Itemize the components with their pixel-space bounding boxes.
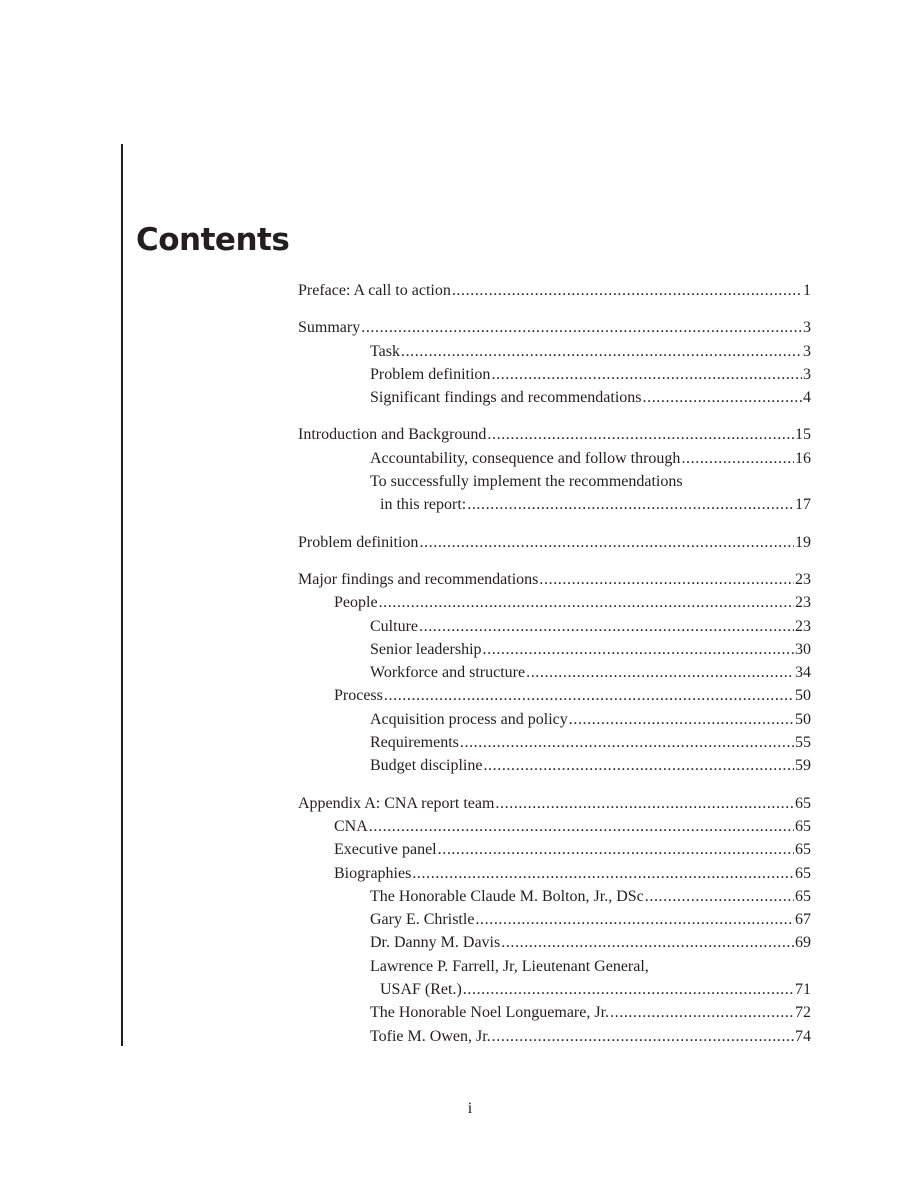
dot-leader xyxy=(463,978,794,1001)
toc-entry[interactable] xyxy=(298,955,811,978)
toc-entry[interactable] xyxy=(298,340,811,363)
toc-entry[interactable] xyxy=(298,908,811,931)
toc-entry[interactable] xyxy=(298,363,811,386)
toc-entry-title: Summary xyxy=(298,319,361,337)
toc-entry[interactable] xyxy=(298,447,811,470)
toc-page-number: 50 xyxy=(795,687,811,705)
toc-page-number: 55 xyxy=(795,734,811,752)
toc-entry-title: Process xyxy=(334,687,383,705)
toc-entry[interactable] xyxy=(298,885,811,908)
toc-entry[interactable] xyxy=(298,661,811,684)
toc-entry-title: Budget discipline xyxy=(370,757,483,775)
dot-leader xyxy=(681,447,794,470)
toc-entry[interactable] xyxy=(298,638,811,661)
toc-entry-title: USAF (Ret.) xyxy=(380,981,462,999)
section-gap xyxy=(298,409,811,423)
dot-leader xyxy=(487,423,794,446)
dot-leader xyxy=(419,615,794,638)
toc-entry[interactable] xyxy=(298,531,811,554)
toc-entry[interactable] xyxy=(298,862,811,885)
toc-page-number: 3 xyxy=(803,319,811,337)
toc-page-number: 19 xyxy=(795,533,811,551)
toc-page-number: 3 xyxy=(803,365,811,383)
toc-entry-continuation[interactable] xyxy=(298,978,811,1001)
toc-entry-title: Lawrence P. Farrell, Jr, Lieutenant General, xyxy=(370,957,649,975)
toc-page-number: 23 xyxy=(795,617,811,635)
toc-entry[interactable] xyxy=(298,423,811,446)
toc-entry[interactable] xyxy=(298,386,811,409)
toc-entry-title: The Honorable Claude M. Bolton, Jr., DSc xyxy=(370,887,644,905)
toc-entry-title: Problem definition xyxy=(370,365,491,383)
toc-entry-title: CNA xyxy=(334,817,368,835)
toc-entry[interactable] xyxy=(298,838,811,861)
toc-page-number: 50 xyxy=(795,710,811,728)
toc-page-number: 1 xyxy=(803,282,811,299)
dot-leader xyxy=(526,661,794,684)
toc-entry-title: Acquisition process and policy xyxy=(370,710,568,728)
page-title: Contents xyxy=(136,222,290,258)
toc-page-number: 65 xyxy=(795,887,811,905)
dot-leader xyxy=(379,591,794,614)
toc-entry-title: Biographies xyxy=(334,864,412,882)
toc-entry-title: Problem definition xyxy=(298,533,419,551)
dot-leader xyxy=(361,316,802,339)
toc-entry[interactable] xyxy=(298,708,811,731)
toc-entry[interactable] xyxy=(298,279,811,302)
toc-entry-title: Workforce and structure xyxy=(370,664,526,682)
toc-entry-title: Introduction and Background xyxy=(298,426,487,444)
toc-page-number: 17 xyxy=(795,496,811,514)
section-gap xyxy=(298,302,811,316)
toc-page-number: 65 xyxy=(795,817,811,835)
toc-entry-title: Task xyxy=(370,342,400,360)
section-gap xyxy=(298,554,811,568)
dot-leader xyxy=(384,684,794,707)
toc-page-number: 23 xyxy=(795,570,811,588)
page-number: i xyxy=(467,1100,473,1117)
toc-entry-title: Requirements xyxy=(370,734,459,752)
toc-page-number: 72 xyxy=(795,1004,811,1022)
section-gap xyxy=(298,778,811,792)
toc-page-number: 71 xyxy=(795,981,811,999)
toc-entry-title: Dr. Danny M. Davis xyxy=(370,934,501,952)
toc-entry-title: Preface: A call to action xyxy=(298,282,451,299)
toc-entry[interactable] xyxy=(298,568,811,591)
table-of-contents xyxy=(298,279,811,1048)
toc-entry-title: Accountability, consequence and follow through xyxy=(370,449,681,467)
dot-leader xyxy=(438,838,794,861)
dot-leader xyxy=(495,792,794,815)
toc-entry[interactable] xyxy=(298,470,811,493)
dot-leader xyxy=(501,931,794,954)
toc-entry-title: Executive panel xyxy=(334,841,437,859)
toc-entry[interactable] xyxy=(298,731,811,754)
toc-entry[interactable] xyxy=(298,591,811,614)
toc-page-number: 65 xyxy=(795,841,811,859)
toc-entry[interactable] xyxy=(298,684,811,707)
toc-page-number: 30 xyxy=(795,640,811,658)
toc-entry[interactable] xyxy=(298,792,811,815)
toc-entry-continuation[interactable] xyxy=(298,493,811,516)
dot-leader xyxy=(645,885,794,908)
toc-entry-title: Appendix A: CNA report team xyxy=(298,794,495,812)
toc-page-number: 74 xyxy=(795,1027,811,1045)
toc-page-number: 59 xyxy=(795,757,811,775)
toc-entry-title: Significant findings and recommendations xyxy=(370,389,642,407)
dot-leader xyxy=(452,279,802,302)
toc-entry[interactable] xyxy=(298,931,811,954)
dot-leader xyxy=(467,493,794,516)
toc-page-number: 34 xyxy=(795,664,811,682)
toc-entry[interactable] xyxy=(298,1001,811,1024)
dot-leader xyxy=(610,1001,794,1024)
toc-entry-title: Culture xyxy=(370,617,418,635)
toc-entry[interactable] xyxy=(298,316,811,339)
toc-entry-title: Major findings and recommendations xyxy=(298,570,539,588)
section-gap xyxy=(298,517,811,531)
toc-entry-title: The Honorable Noel Longuemare, Jr. xyxy=(370,1004,610,1022)
toc-page-number: 4 xyxy=(803,389,811,407)
dot-leader xyxy=(483,754,794,777)
toc-page-number: 16 xyxy=(795,449,811,467)
toc-entry-title: To successfully implement the recommendations xyxy=(370,473,683,491)
dot-leader xyxy=(483,638,794,661)
toc-page-number: 3 xyxy=(803,342,811,360)
toc-page-number: 67 xyxy=(795,911,811,929)
dot-leader xyxy=(460,731,794,754)
toc-page-number: 69 xyxy=(795,934,811,952)
toc-entry-title: Tofie M. Owen, Jr. xyxy=(370,1027,491,1045)
dot-leader xyxy=(369,815,794,838)
toc-entry[interactable] xyxy=(298,754,811,777)
toc-page-number: 23 xyxy=(795,594,811,612)
dot-leader xyxy=(475,908,794,931)
dot-leader xyxy=(412,862,794,885)
dot-leader xyxy=(539,568,794,591)
dot-leader xyxy=(419,531,794,554)
toc-entry-title: People xyxy=(334,594,378,612)
toc-entry[interactable] xyxy=(298,615,811,638)
toc-entry-title: Senior leadership xyxy=(370,640,482,658)
toc-entry-title: in this report: xyxy=(380,496,467,514)
dot-leader xyxy=(492,1025,794,1048)
left-margin-rule xyxy=(121,144,123,1046)
dot-leader xyxy=(643,386,803,409)
toc-page-number: 65 xyxy=(795,794,811,812)
toc-entry-title: Gary E. Christle xyxy=(370,911,475,929)
toc-entry[interactable] xyxy=(298,1025,811,1048)
dot-leader xyxy=(491,363,802,386)
toc-page-number: 65 xyxy=(795,864,811,882)
dot-leader xyxy=(569,708,794,731)
toc-entry[interactable] xyxy=(298,815,811,838)
dot-leader xyxy=(401,340,802,363)
toc-page-number: 15 xyxy=(795,426,811,444)
